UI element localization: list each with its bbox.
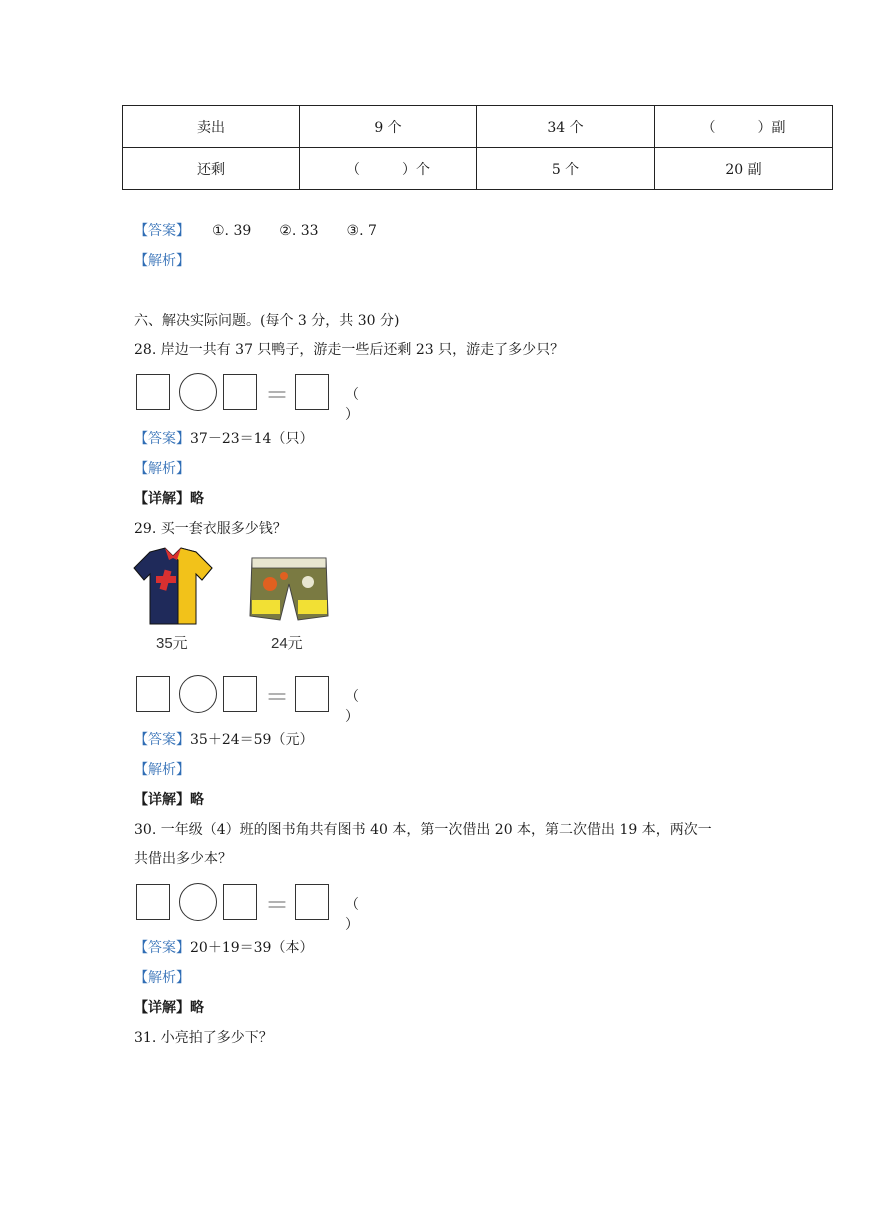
table-row xyxy=(123,148,833,190)
table-cell: 卖出 xyxy=(123,106,300,148)
question-28: 28. 岸边一共有 37 只鸭子，游走一些后还剩 23 只，游走了多少只？ xyxy=(134,342,565,358)
detail-text: 【详解】略 xyxy=(134,1000,204,1016)
unit-paren: （ ） xyxy=(345,387,359,423)
shirt-price: 35元 xyxy=(156,635,188,652)
unit-paren: （ ） xyxy=(345,689,359,725)
analysis-tag: 【解析】 xyxy=(134,762,190,778)
section-title: 六、解决实际问题。(每个 3 分，共 30 分) xyxy=(134,313,400,329)
answer-box[interactable] xyxy=(136,884,170,920)
unit-paren: （ ） xyxy=(345,897,359,933)
detail-text: 【详解】略 xyxy=(134,491,204,507)
question-29: 29. 买一套衣服多少钱？ xyxy=(134,521,287,537)
question-30-line2: 共借出多少本？ xyxy=(134,851,232,867)
equals-sign: ＝ xyxy=(265,683,289,711)
answer-28 xyxy=(134,428,313,448)
answer-text: ①. 39 ②. 33 ③. 7 xyxy=(212,223,377,239)
answer-tag: 【答案】 xyxy=(134,223,190,239)
answer-box[interactable] xyxy=(295,374,329,410)
table-cell: 还剩 xyxy=(123,148,300,190)
answer-tag: 【答案】 xyxy=(134,732,190,748)
answer-text: 35＋24＝59（元） xyxy=(190,732,314,748)
answer-29 xyxy=(134,729,313,749)
equals-sign: ＝ xyxy=(265,381,289,409)
operator-circle[interactable] xyxy=(179,883,217,921)
answer-text: 20＋19＝39（本） xyxy=(190,940,314,956)
operator-circle[interactable] xyxy=(179,675,217,713)
equals-sign: ＝ xyxy=(265,891,289,919)
shirt-image xyxy=(132,546,214,626)
table-cell: 9 个 xyxy=(300,106,477,148)
answer-text: 37－23＝14（只） xyxy=(190,431,314,447)
table-cell: 20 副 xyxy=(655,148,833,190)
table-cell: 5 个 xyxy=(477,148,655,190)
operator-circle[interactable] xyxy=(179,373,217,411)
table-cell: 34 个 xyxy=(477,106,655,148)
answer-tag: 【答案】 xyxy=(134,431,190,447)
answer-box[interactable] xyxy=(295,884,329,920)
table-row xyxy=(123,106,833,148)
question-31: 31. 小亮拍了多少下？ xyxy=(134,1030,273,1046)
answer-27 xyxy=(134,220,377,240)
answer-box[interactable] xyxy=(295,676,329,712)
answer-box[interactable] xyxy=(136,374,170,410)
table-cell: （ ）副 xyxy=(655,106,833,148)
answer-box[interactable] xyxy=(223,374,257,410)
answer-box[interactable] xyxy=(136,676,170,712)
detail-text: 【详解】略 xyxy=(134,792,204,808)
shorts-image xyxy=(248,554,330,626)
answer-tag: 【答案】 xyxy=(134,940,190,956)
analysis-tag: 【解析】 xyxy=(134,461,190,477)
shorts-price: 24元 xyxy=(271,635,303,652)
question-30-line1: 30. 一年级（4）班的图书角共有图书 40 本，第一次借出 20 本，第二次借出 19 本，两次一 xyxy=(134,822,712,838)
sales-table xyxy=(122,105,833,190)
analysis-tag: 【解析】 xyxy=(134,253,190,269)
answer-box[interactable] xyxy=(223,884,257,920)
answer-30 xyxy=(134,937,313,957)
analysis-tag: 【解析】 xyxy=(134,970,190,986)
table-cell: （ ）个 xyxy=(300,148,477,190)
answer-box[interactable] xyxy=(223,676,257,712)
